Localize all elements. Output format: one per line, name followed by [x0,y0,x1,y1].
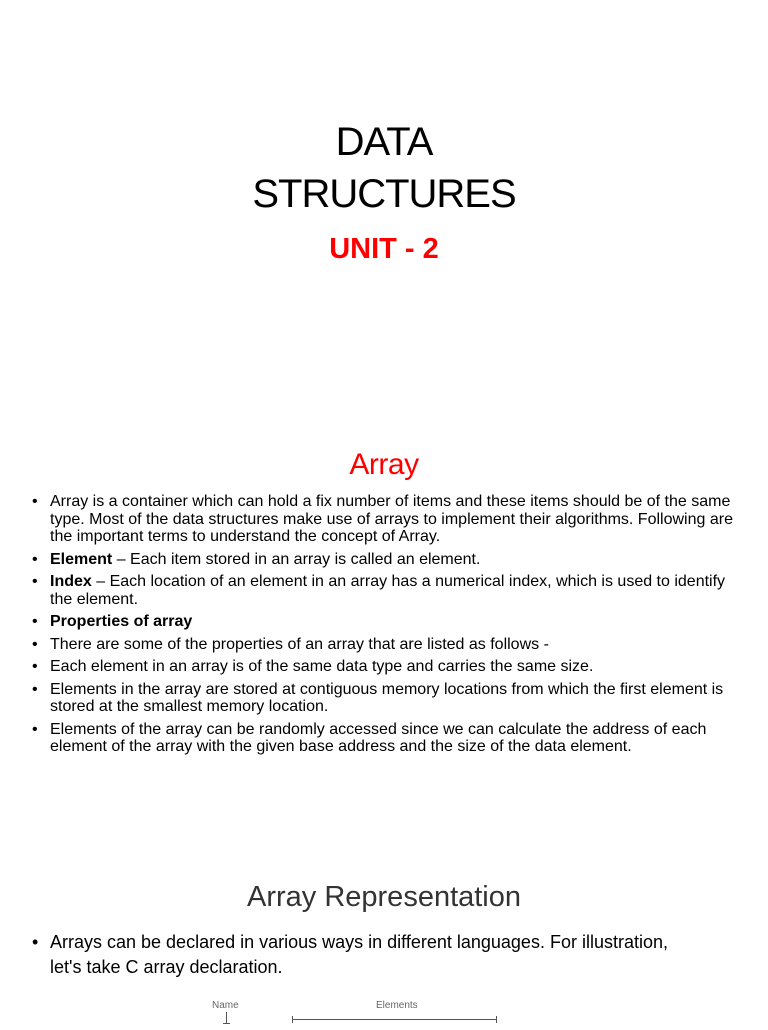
bullet-text: Elements of the array can be randomly accessed since we can calculate the address of each element of the array with the given base address and the size of the data element. [50,720,707,755]
main-title [0,116,768,220]
bullet-same-type [32,658,737,676]
representation-bullet-list [32,930,672,985]
title-slide [0,0,768,430]
representation-heading: Array Representation [246,881,522,913]
bullet-index [32,573,737,608]
bullet-declaration [32,930,672,980]
bullet-text: Array is a container which can hold a fix number of items and these items should be of the same type. Most of the data structures make use of arrays to implement their algorithms. Following are the important terms to understand the concept of Array. [50,493,733,545]
unit-subtitle: UNIT - 2 [329,233,439,265]
array-bullet-list [32,493,737,761]
bullet-text: – Each item stored in an array is called an element. [112,550,481,568]
representation-slide [0,860,768,1024]
bullet-term: Properties of array [50,613,193,630]
diagram-name-label: Name [212,1000,239,1011]
elements-bracket-line [292,1019,497,1020]
title-line-2: STRUCTURES [252,172,516,216]
bullet-term: Index [50,573,92,590]
title-line-1: DATA [335,120,433,164]
array-slide [0,430,768,830]
bullet-text: Elements in the array are stored at contiguous memory locations from which the first element is stored at the smallest memory location. [50,680,724,715]
bullet-text: Arrays can be declared in various ways in different languages. For illustration, let's take C array declaration. [50,932,668,977]
bullet-array-definition [32,493,737,546]
bullet-properties [32,613,737,631]
bullet-contiguous [32,681,737,716]
bullet-properties-intro [32,636,737,654]
array-heading: Array [349,448,419,481]
diagram-elements-label: Elements [376,1000,418,1011]
array-declaration-diagram [200,1000,520,1030]
bullet-text: Each element in an array is of the same data type and carries the same size. [50,658,594,675]
bullet-text: There are some of the properties of an array that are listed as follows - [50,635,549,653]
bullet-element [32,551,737,569]
name-pointer-line [226,1012,227,1024]
bullet-term: Element [50,550,113,568]
bullet-random-access [32,721,737,756]
bullet-text: – Each location of an element in an array has a numerical index, which is used to identify the element. [50,573,726,608]
